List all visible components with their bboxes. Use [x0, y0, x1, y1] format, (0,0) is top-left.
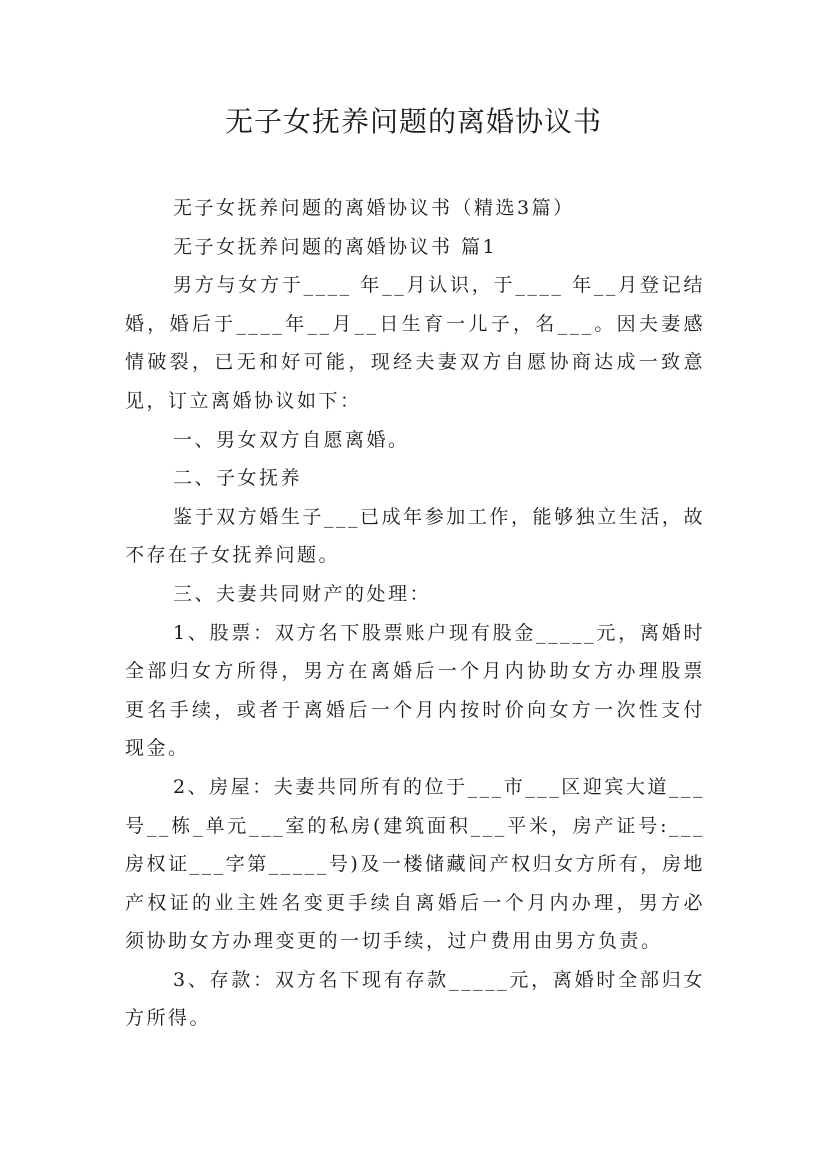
paragraph-clause-2-heading: 二、子女抚养: [173, 467, 303, 490]
paragraph-house: 2、房屋：夫妻共同所有的位于___市___区迎宾大道___号__栋_单元___室的私房(建筑面积___平米，房产证号:___房权证___字第_____号)及一楼储藏间产权归女方所有，房地产权证的业主姓名变更手续自离婚后一个月内办理，男方必须协助女方办理变更的一切手续，过户费用由男方负责。: [125, 775, 705, 953]
paragraph-section-heading: 无子女抚养问题的离婚协议书 篇1: [173, 235, 498, 258]
paragraph-deposits: 3、存款：双方名下现有存款_____元，离婚时全部归女方所得。: [125, 968, 705, 1030]
paragraph-clause-1: 一、男女双方自愿离婚。: [173, 428, 410, 451]
document-body: [125, 189, 705, 1038]
paragraph-clause-3-heading: 三、夫妻共同财产的处理：: [173, 582, 432, 605]
paragraph-intro: 男方与女方于____ 年__月认识，于____ 年__月登记结婚，婚后于____年__月__日生育一儿子，名___。因夫妻感情破裂，已无和好可能，现经夫妻双方自愿协商达成一致意见，订立离婚协议如下：: [125, 274, 705, 412]
paragraph-stocks: 1、股票：双方名下股票账户现有股金_____元，离婚时全部归女方所得，男方在离婚后一个月内协助女方办理股票更名手续，或者于离婚后一个月内按时价向女方一次性支付现金。: [125, 621, 705, 760]
document-title: 无子女抚养问题的离婚协议书: [224, 105, 602, 138]
paragraph-subtitle: 无子女抚养问题的离婚协议书（精选3篇）: [173, 197, 575, 219]
paragraph-clause-2-body: 鉴于双方婚生子___已成年参加工作，能够独立生活，故不存在子女抚养问题。: [125, 505, 705, 567]
